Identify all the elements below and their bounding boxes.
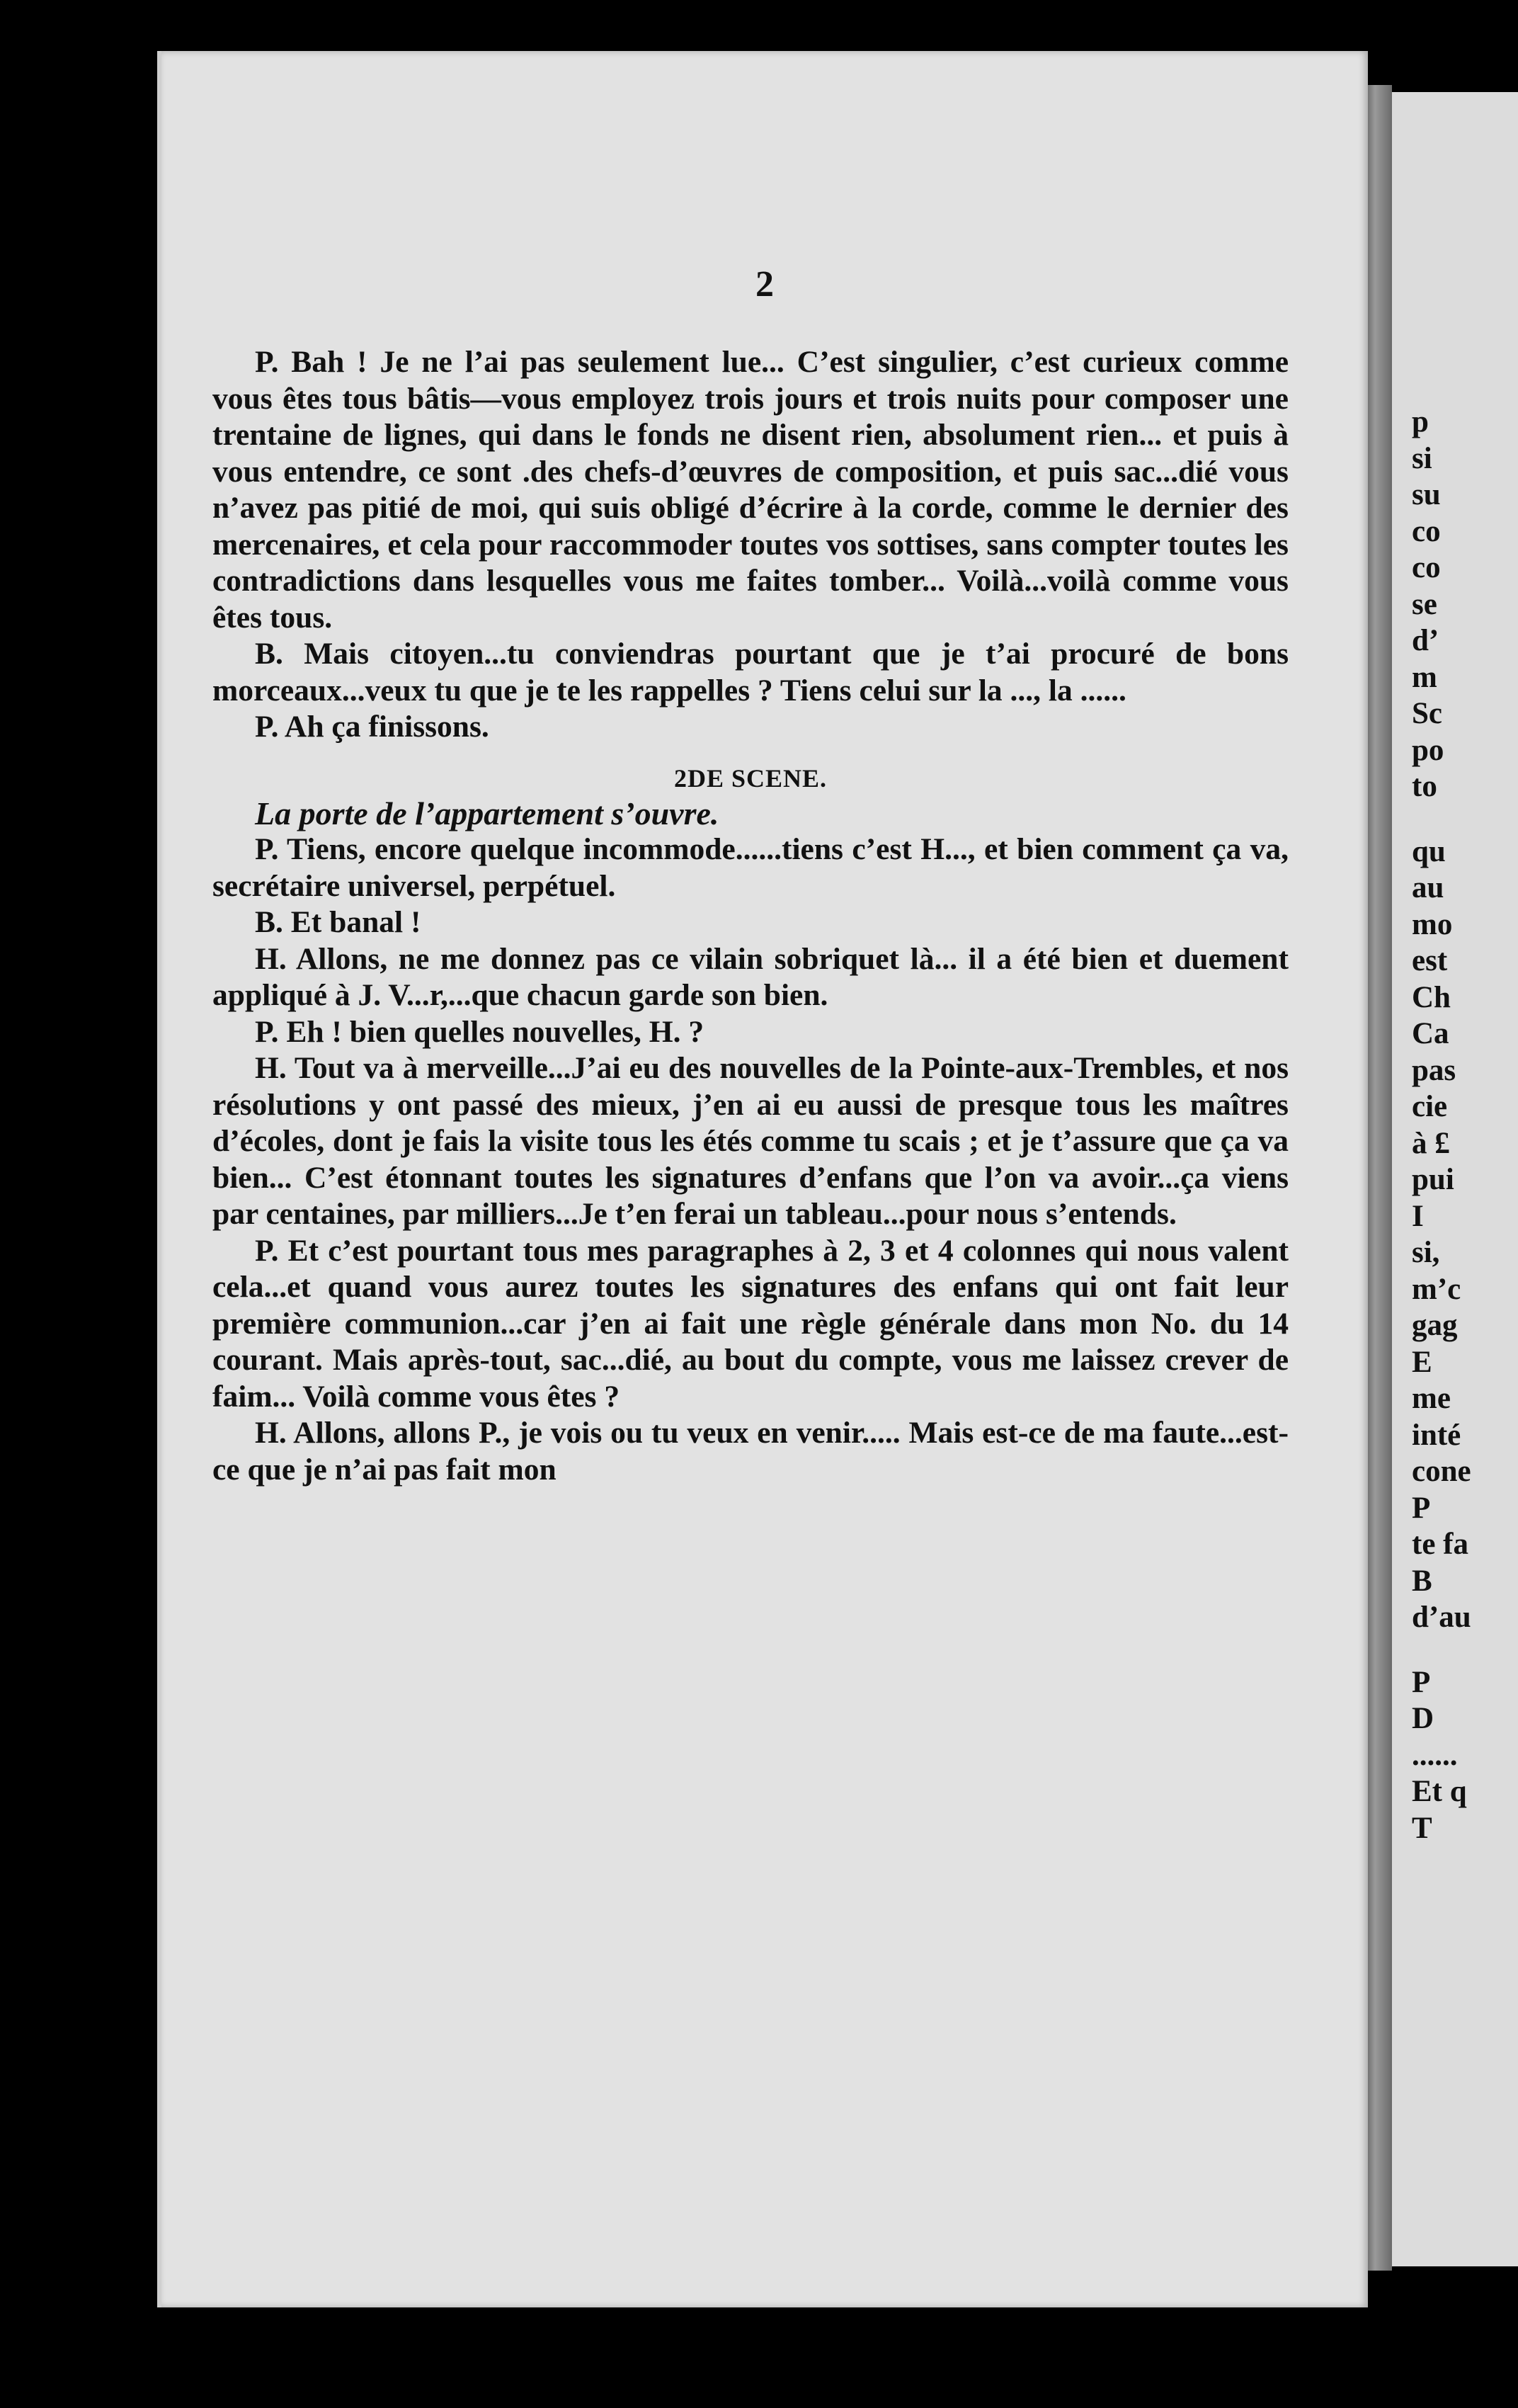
facing-line: si <box>1412 441 1432 475</box>
facing-line: m’c <box>1412 1272 1461 1306</box>
facing-page <box>1392 92 1518 2266</box>
dialogue-paragraph: P. Tiens, encore quelque incommode......tiens c’est H..., et bien comment ça va, secrétaire universel, perpétuel. <box>212 832 1289 903</box>
stage-direction: La porte de l’appartement s’ouvre. <box>255 795 719 831</box>
facing-line: su <box>1412 478 1441 511</box>
facing-line: inté <box>1412 1418 1461 1452</box>
facing-line: te fa <box>1412 1528 1468 1561</box>
dialogue-paragraph: P. Bah ! Je ne l’ai pas seulement lue... C’est singulier, c’est curieux comme vous êtes tous bâtis—vous employez trois jours et trois nuits pour composer une trentaine de lignes, qui dans le fonds ne disent rien, absolument rien... et puis à vous entendre, ce sont .des chefs-d’œuvres de composition, et puis sac...dié vous n’avez pas pitié de moi, qui suis obligé d’écrire à la corde, comme le dernier des mercenaires, et cela pour raccommoder toutes vos sottises, sans compter toutes les contradictions dans lesquelles vous me faites tomber... Voilà...voilà comme vous êtes tous. <box>212 345 1289 635</box>
facing-line: p <box>1412 405 1429 438</box>
facing-line: co <box>1412 551 1441 584</box>
facing-line: ...... <box>1412 1738 1458 1772</box>
facing-line: co <box>1412 514 1441 548</box>
facing-line: D <box>1412 1702 1434 1735</box>
facing-line: gag <box>1412 1309 1458 1342</box>
dialogue-paragraph: H. Allons, allons P., je vois ou tu veux en venir..... Mais est-ce de ma faute...est-ce que je n’ai pas fait mon <box>212 1416 1289 1487</box>
facing-line: d’ <box>1412 624 1439 657</box>
facing-line: P <box>1412 1491 1431 1525</box>
page-number: 2 <box>755 264 774 305</box>
facing-line: au <box>1412 871 1444 904</box>
facing-line: se <box>1412 587 1437 621</box>
dialogue-paragraph: H. Allons, ne me donnez pas ce vilain sobriquet là... il a été bien et duement appliqué à J. V...r,...que chacun garde son bien. <box>212 941 1289 1012</box>
facing-line: E <box>1412 1345 1432 1379</box>
dialogue-paragraph: P. Eh ! bien quelles nouvelles, H. ? <box>255 1014 704 1049</box>
page-edge <box>1364 85 1392 2271</box>
facing-line: d’au <box>1412 1601 1471 1634</box>
facing-line: to <box>1412 770 1437 803</box>
facing-line: po <box>1412 733 1444 767</box>
dialogue-paragraph: B. Mais citoyen...tu conviendras pourtant que je t’ai procuré de bons morceaux...veux tu que je te les rappelles ? Tiens celui sur la ..., la ...... <box>212 637 1289 708</box>
facing-line: me <box>1412 1382 1451 1415</box>
facing-line: à £ <box>1412 1126 1450 1160</box>
facing-line: pas <box>1412 1053 1456 1087</box>
dialogue-paragraph: P. Ah ça finissons. <box>255 710 489 744</box>
scene-heading: 2DE SCENE. <box>673 763 828 793</box>
facing-line: m <box>1412 660 1437 694</box>
facing-gap <box>1412 805 1471 834</box>
facing-line: P <box>1412 1665 1431 1699</box>
dialogue-paragraph: B. Et banal ! <box>255 905 421 939</box>
facing-line: I <box>1412 1199 1424 1233</box>
facing-page-text <box>1412 404 1471 1846</box>
facing-gap <box>1412 1636 1471 1664</box>
facing-line: qu <box>1412 834 1446 868</box>
facing-line: cone <box>1412 1455 1471 1488</box>
facing-line: T <box>1412 1811 1432 1845</box>
facing-line: Ch <box>1412 980 1451 1014</box>
facing-line: B <box>1412 1564 1432 1598</box>
facing-line: pui <box>1412 1163 1454 1196</box>
facing-line: Sc <box>1412 697 1442 730</box>
page-text-block <box>212 344 1289 1488</box>
dialogue-paragraph: H. Tout va à merveille...J’ai eu des nouvelles de la Pointe-aux-Trembles, et nos résolutions y ont passé des mieux, j’en ai eu aussi de presque tous les maîtres d’écoles, dont je fais la visite tous les étés comme tu scais ; et je t’assure que ça va bien... C’est étonnant toutes les signatures d’enfans que l’on va avoir...ça viens par centaines, par milliers...Je t’en ferai un tableau...pour nous s’entends. <box>212 1051 1289 1231</box>
facing-line: Et q <box>1412 1775 1467 1808</box>
dialogue-paragraph: P. Et c’est pourtant tous mes paragraphes à 2, 3 et 4 colonnes qui nous valent cela...et quand vous aurez toutes les signatures des enfans qui ont fait leur première communion...car j’en ai fait une règle générale dans mon No. du 14 courant. Mais après-tout, sac...dié, au bout du compte, vous me laissez crever de faim... Voilà comme vous êtes ? <box>212 1233 1289 1414</box>
facing-line: cie <box>1412 1090 1448 1123</box>
facing-line: mo <box>1412 907 1453 941</box>
facing-line: est <box>1412 944 1448 977</box>
facing-line: si, <box>1412 1236 1440 1269</box>
facing-line: Ca <box>1412 1017 1449 1050</box>
